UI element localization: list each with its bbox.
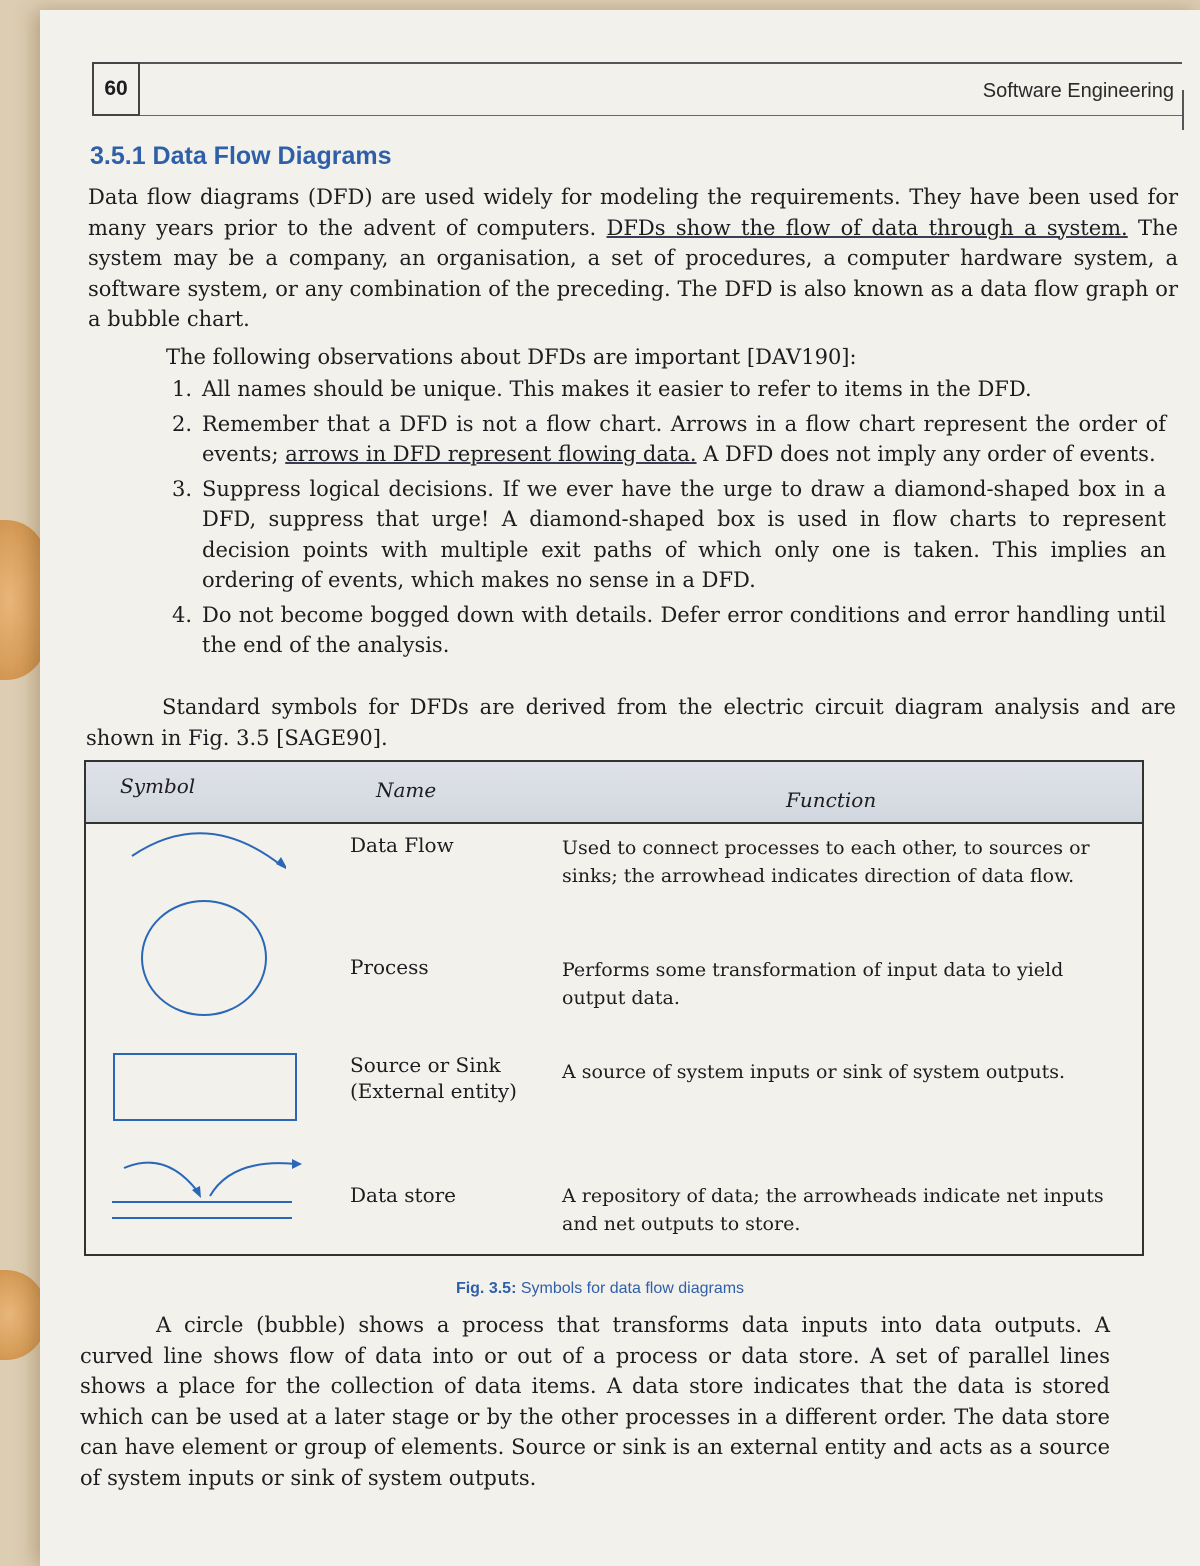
list-text: All names should be unique. This makes it easier to refer to items in the DFD. <box>202 377 1032 401</box>
running-title: Software Engineering <box>982 80 1174 102</box>
parallel-lines-icon <box>106 1154 306 1230</box>
rectangle-icon <box>106 1052 306 1128</box>
row-function: Performs some transformation of input data to yield output data. <box>562 959 1064 1009</box>
row-function: A source of system inputs or sink of system outputs. <box>562 1061 1066 1083</box>
row-name: Source or Sink (External entity) <box>350 1053 517 1103</box>
row-name: Process <box>350 955 429 979</box>
page-header <box>92 62 1182 116</box>
circle-icon <box>106 898 286 1026</box>
list-number: 3. <box>172 476 193 501</box>
caption-text: Symbols for data flow diagrams <box>516 1280 745 1297</box>
list-number: 4. <box>172 602 193 627</box>
observations-list <box>166 374 1166 665</box>
list-item <box>166 409 1166 470</box>
list-text-tail: A DFD does not imply any order of events. <box>696 442 1156 466</box>
closing-paragraph: A circle (bubble) shows a process that transforms data inputs into data outputs. A curved line shows flow of data into or out of a process or data store. A set of parallel lines shows a place for the collection of data items. A data store indicates that the data is stored which can be used at a later stage or by the other processes in a different order. The data store can have element or group of elements. Source or sink is an external entity and acts as a source of system inputs or sink of system outputs. <box>80 1313 1110 1490</box>
row-function: A repository of data; the arrowheads indicate net inputs and net outputs to store. <box>562 1185 1104 1235</box>
symbols-intro: Standard symbols for DFDs are derived from the electric circuit diagram analysis and are shown in Fig. 3.5 [SAGE90]. <box>86 695 1176 750</box>
list-number: 1. <box>172 377 193 401</box>
list-underlined: arrows in DFD represent flowing data. <box>285 442 697 466</box>
figure-caption <box>0 1280 1200 1298</box>
intro-underlined: DFDs show the flow of data through a system. <box>606 215 1128 240</box>
observations-lead: The following observations about DFDs are important [DAV190]: <box>166 345 857 369</box>
row-function: Used to connect processes to each other, to sources or sinks; the arrowhead indicates direction of data flow. <box>562 837 1090 887</box>
header-name: Name <box>376 778 437 802</box>
header-rule <box>1182 90 1184 130</box>
list-item <box>166 600 1166 661</box>
intro-text-b: The system may be a company, an organisation, a set of procedures, a computer hardware system, a software system, or any combination of the preceding. The DFD is also known as a data flow graph or a bubble chart. <box>88 215 1179 331</box>
list-item <box>166 374 1166 405</box>
curved-arrow-icon <box>106 826 286 890</box>
list-text: Do not become bogged down with details. Defer error conditions and error handling until the end of the analysis. <box>202 602 1166 657</box>
list-text: Remember that a DFD is not a flow chart. Arrows in a flow chart represent the order of events; <box>202 411 1166 466</box>
row-name: Data store <box>350 1183 457 1207</box>
caption-label: Fig. 3.5: <box>455 1280 517 1297</box>
intro-text-a: Data flow diagrams (DFD) are used widely for modeling the requirements. They have been used for many years prior to the advent of computers. <box>88 185 1178 240</box>
header-function: Function <box>786 788 877 812</box>
list-number: 2. <box>172 411 193 436</box>
header-symbol: Symbol <box>120 774 196 798</box>
list-item <box>166 474 1166 596</box>
intro-paragraph <box>88 182 1178 335</box>
table-header <box>86 762 1142 824</box>
dfd-symbols-table <box>84 760 1144 1256</box>
section-title: 3.5.1 Data Flow Diagrams <box>90 142 392 170</box>
page-number: 60 <box>92 62 140 116</box>
list-text: Suppress logical decisions. If we ever have the urge to draw a diamond-shaped box in a DFD, suppress that urge! A diamond-shaped box is used in flow charts to represent decision points with multiple exit paths of which only one is taken. This implies an ordering of events, which makes no sense in a DFD. <box>202 476 1166 592</box>
row-name: Data Flow <box>350 833 454 857</box>
